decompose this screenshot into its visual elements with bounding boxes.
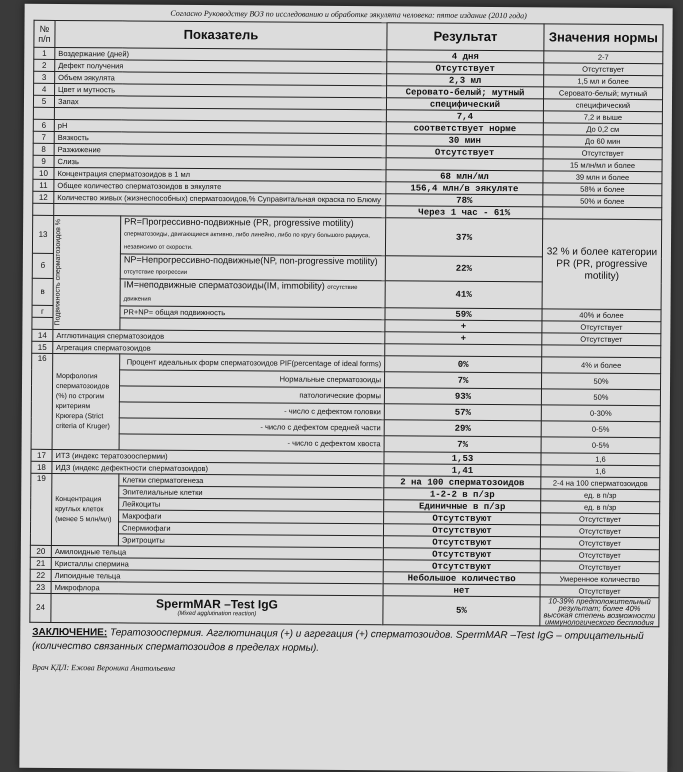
motility-row-g: г PR+NP= общая подвижность 59% 40% и более xyxy=(32,305,661,321)
cells-row: Макрофаги Отсутствуют Отсутствует xyxy=(31,509,660,525)
agglutination-row: 14 Агглютинация сперматозоидов + Отсутствует xyxy=(32,329,661,345)
table-row: 7,4 7,2 и выше xyxy=(33,107,662,123)
cells-side: Концентрация круглых клеток (менее 5 млн/мл) xyxy=(51,473,119,545)
table-row: 7 Вязкость 30 мин До 60 мин xyxy=(33,131,662,147)
morph-side: Морфология сперматозоидов (%) по строгим критериям Крюгера (Strict criteria of Kruger) xyxy=(52,353,120,449)
motility-row-a xyxy=(32,215,661,257)
cells-row: Эритроциты Отсутствуют Отсутствует xyxy=(30,533,659,549)
col-result: Результат xyxy=(387,23,544,51)
morph-row: - число с дефектом средней части 29% 0-5% xyxy=(31,417,660,437)
col-num: № п/п xyxy=(34,20,55,47)
table-row: 8 Разжижение Отсутствует Отсутствует xyxy=(33,143,662,159)
table-row: 2 Дефект получения Отсутствует Отсутствует xyxy=(34,59,663,75)
col-indicator: Показатель xyxy=(55,20,387,49)
row-number: 13 xyxy=(32,215,53,253)
table-row: 10 Концентрация сперматозоидов в 1 мл 68 млн/мл 39 млн и более xyxy=(33,167,662,183)
motility-a-name: PR=Прогрессивно-подвижные (PR, progressive motility) сперматозоиды, двигающиеся активно, либо линейно, либо по кругу большого радиуса, независимо от скорости. xyxy=(120,216,385,256)
table-row: 1 Воздержание (дней) 4 дня 2-7 xyxy=(34,47,663,63)
cells-row: Эпителиальные клетки 1-2-2 в п/зр ед. в п/зр xyxy=(31,485,660,501)
table-row: 21 Кристаллы спермина Отсутствуют Отсутствует xyxy=(30,557,659,573)
motility-norm: 32 % и более категории PR (PR, progressive motility) xyxy=(542,219,662,310)
motility-row-v: в IM=неподвижные сперматозоиды(IM, immobility) отсутствие движения 41% xyxy=(32,278,661,309)
table-row: 3 Объем эякулята 2,3 мл 1,5 мл и более xyxy=(34,71,663,87)
cells-row: 19 Концентрация круглых клеток (менее 5 млн/мл) Клетки сперматогенеза 2 на 100 сперматозоидов 2-4 на 100 сперматозоидов xyxy=(31,473,660,489)
table-row: 9 Слизь 15 млн/мл и более xyxy=(33,155,662,171)
table-row: Через 1 час - 61% xyxy=(33,203,662,219)
motility-b-name: NP=Непрогрессивно-подвижные(NP, non-progressive motility) отсутствие прогрессии xyxy=(120,254,385,281)
signature: Врач КДЛ: Ежова Вероника Анатольевна xyxy=(32,662,176,673)
morph-row: - число с дефектом хвоста 7% 0-5% xyxy=(31,433,660,453)
conclusion: ЗАКЛЮЧЕНИЕ: Тератозооспермия. Агглютинация (+) и агрегация (+) сперматозоидов. SpermMAR –Test IgG – отрицательный (количество связанных сперматозоидов в пределах нормы). xyxy=(32,626,644,654)
analysis-sheet xyxy=(19,4,672,772)
morph-row: патологические формы 93% 50% xyxy=(31,385,660,405)
table-row: 18 ИДЗ (индекс дефектности сперматозоидов) 1,41 1,6 xyxy=(31,461,660,477)
table-row: 20 Амилоидные тельца Отсутствуют Отсутствует xyxy=(30,545,659,561)
motility-v-name: IM=неподвижные сперматозоиды(IM, immobility) отсутствие движения xyxy=(120,279,385,308)
cells-row: Лейкоциты Единичные в п/зр ед. в п/зр xyxy=(31,497,660,513)
motility-row-b: б NP=Непрогрессивно-подвижные(NP, non-progressive motility) отсутствие прогрессии 22% xyxy=(32,253,661,282)
table-row: 11 Общее количество сперматозоидов в эякуляте 156,4 млн/в эякуляте 58% и более xyxy=(33,179,662,195)
morph-row: 16 Морфология сперматозоидов (%) по строгим критериям Крюгера (Strict criteria of Kruger) Процент идеальных форм сперматозоидов PIF(percentage of ideal forms) 0% 4% и более xyxy=(32,353,661,373)
table-row: 5 Запах специфический специфический xyxy=(33,95,662,111)
results-table: № п/п Показатель Результат Значения нормы 1 Воздержание (дней) 4 дня 2-7 2 Дефект получения Отсутствует Отсутствует 3 Объем эякулята 2,3 мл 1,5 мл и более 4 Цвет и мутность Серовато-белый; мутный Серовато-белый; мутный 5 Запах специфический специфический 7,4 7,2 и выше 6 pH соответствует норме До 0,2 см 7 Вязкость 30 мин До 60 мин 8 Разжижение Отсутствует Отсутствует 9 Слизь 15 млн/мл и более 10 Концентрация сперматозоидов в 1 мл 68 млн/мл 39 млн и более 11 Общее количество сперматозоидов в эякуляте 156,4 млн/в эякуляте 58% и более 12 Количество живых (жизнеспособных) сперматозоидов,% Суправитальная окраска по Блюму 78% 50% и более Через 1 час - 61% 13 Подвижность сперматозоидов % PR=Прогрессивно-подвижные (PR, progressive motility) сперматозоиды, двигающиеся активно, либо линейно, либо по кругу большого радиуса, независимо от скорости. 37% 32 % и более категории PR (PR, progressive motility) б NP=Непрогрессивно-подвижные(NP, non-progressive motility) отсутствие прогрессии 22% в IM=неподвижные сперматозоиды(IM, immobility) отсутствие движения 41% г PR+NP= общая подвижность 59% 40% и более + Отсутствует 14 Агглютинация сперматозоидов + Отсутствует 15 Агрегация сперматозоидов 16 Морфология сперматозоидов (%) по строгим критериям Крюгера (Strict criteria of Kruger) Процент идеальных форм сперматозоидов PIF(percentage of ideal forms) 0% 4% и более Нормальные сперматозоиды 7% 50% патологические формы 93% 50% - число с дефектом головки 57% 0-30% - число с дефектом средней части 29% 0-5% - число с дефектом хвоста 7% 0-5% 17 ИТЗ (индекс тератозооспермии) 1,53 1,6 18 ИДЗ (индекс дефектности сперматозоидов) 1,41 1,6 19 Концентрация круглых клеток (менее 5 млн/мл) Клетки сперматогенеза 2 на 100 сперматозоидов 2-4 на 100 сперматозоидов Эпителиальные клетки 1-2-2 в п/зр ед. в п/зр Лейкоциты Единичные в п/зр ед. в п/зр Макрофаги Отсутствуют Отсутствует Спермиофаги Отсутствуют Отсутствует Эритроциты Отсутствуют Отсутствует 20 Амилоидные тельца Отсутствуют Отсутствует 21 Кристаллы спермина Отсутствуют Отсутствует 22 Липоидные тельца Небольшое количество Умеренное количество 23 Микрофлора нет Отсутствует 24 SpermMAR –Test IgG (Mixed agglutination reaction) 5% 10-39% предположительный результат; более 40% высокая степень возможности иммунологического бесплодия xyxy=(29,20,663,627)
table-row: 23 Микрофлора нет Отсутствует xyxy=(30,581,659,597)
motility-a-result: 37% xyxy=(385,218,542,257)
aggregation-row: 15 Агрегация сперматозоидов xyxy=(32,341,661,357)
table-row: 4 Цвет и мутность Серовато-белый; мутный Серовато-белый; мутный xyxy=(34,83,663,99)
morph-row: Нормальные сперматозоиды 7% 50% xyxy=(32,369,661,389)
spermmar-row: 24 SpermMAR –Test IgG (Mixed agglutination reaction) 5% 10-39% предположительный результат; более 40% высокая степень возможности иммунологического бесплодия xyxy=(30,593,659,626)
morph-row: - число с дефектом головки 57% 0-30% xyxy=(31,401,660,421)
col-norm: Значения нормы xyxy=(544,24,663,52)
table-row: 6 pH соответствует норме До 0,2 см xyxy=(33,119,662,135)
document-header: Согласно Руководству ВОЗ по исследованию и обработке эякулята человека: пятое издание (2010 года) xyxy=(170,8,527,21)
motility-side: Подвижность сперматозоидов % xyxy=(53,215,121,329)
table-row: 12 Количество живых (жизнеспособных) сперматозоидов,% Суправитальная окраска по Блюму 78% 50% и более xyxy=(33,191,662,207)
table-row: 22 Липоидные тельца Небольшое количество Умеренное количество xyxy=(30,569,659,585)
table-row: 17 ИТЗ (индекс тератозооспермии) 1,53 1,6 xyxy=(31,449,660,465)
cells-row: Спермиофаги Отсутствуют Отсутствует xyxy=(30,521,659,537)
